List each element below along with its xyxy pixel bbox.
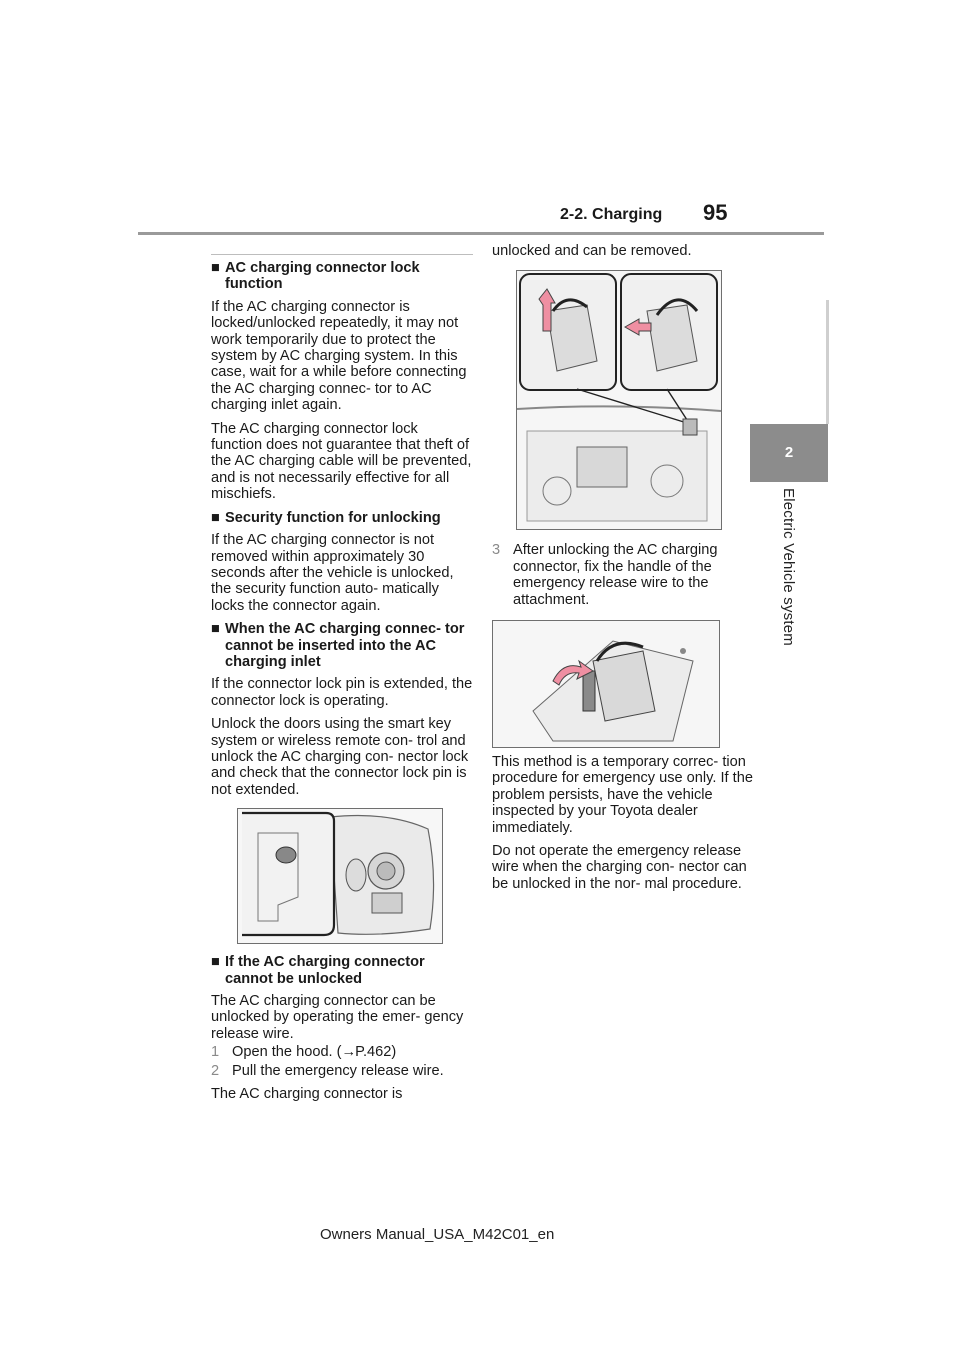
step-number: 1 — [211, 1044, 220, 1061]
heading-text: When the AC charging connec- tor cannot be inserted into the AC charging inlet — [225, 621, 465, 670]
bullet-square-icon: ■ — [211, 621, 220, 638]
chapter-label: Electric Vehicle system — [780, 488, 797, 646]
paragraph: unlocked and can be removed. — [492, 243, 692, 259]
figure-charging-inlet — [237, 808, 443, 944]
bullet-square-icon: ■ — [211, 954, 220, 971]
page-reference-link[interactable]: P.462) — [355, 1044, 397, 1061]
left-column — [211, 254, 473, 1109]
step-text: Open the hood. (→P.462) — [232, 1044, 397, 1061]
side-tab-line — [826, 300, 829, 424]
heading-lock-function — [211, 260, 473, 293]
chapter-number: 2 — [784, 444, 794, 461]
paragraph: Unlock the doors using the smart key system or wireless remote con- trol and unlock the AC charging con- nector lock and check that the connector lock pin is not extended. — [211, 716, 469, 798]
step-text: Pull the emergency release wire. — [232, 1062, 444, 1079]
bullet-square-icon: ■ — [211, 260, 220, 276]
paragraph: If the AC charging connector is locked/unlocked repeatedly, it may not work temporarily due to protect the system by AC charging system. In this case, wait for a while before connecting the AC charging connec- tor to AC charging inlet again. — [211, 298, 467, 414]
heading-cannot-unlock — [211, 954, 473, 987]
section-title: 2-2. Charging — [560, 206, 663, 223]
heading-cannot-insert — [211, 621, 473, 670]
fix-handle-illustration — [493, 621, 719, 747]
release-wire-illustration — [517, 271, 721, 529]
footer-manual-id: Owners Manual_USA_M42C01_en — [320, 1226, 555, 1243]
arrow-icon: → — [341, 1044, 356, 1061]
paragraph: If the connector lock pin is extended, the connector lock is operating. — [211, 676, 473, 709]
paragraph: The AC charging connector is — [211, 1086, 403, 1103]
paragraph: Do not operate the emergency release wire when the charging con- nector can be unlocked in the nor- mal procedure. — [492, 843, 747, 892]
step-1 — [211, 1044, 473, 1060]
step-3 — [492, 542, 754, 608]
page-number: 95 — [703, 200, 728, 225]
right-column — [492, 243, 754, 899]
paragraph: This method is a temporary correc- tion procedure for emergency use only. If the problem persists, have the vehicle inspected by your Toyota dealer immediately. — [492, 754, 753, 836]
step-number: 3 — [492, 542, 501, 559]
section-divider — [211, 254, 473, 255]
figure-release-wire — [516, 270, 722, 530]
step-number: 2 — [211, 1062, 220, 1079]
figure-fix-handle — [492, 620, 720, 748]
header-rule — [138, 232, 824, 235]
step-text: After unlocking the AC charging connector, fix the handle of the emergency release wire to the attachment. — [513, 542, 718, 608]
paragraph: If the AC charging connector is not removed within approximately 30 seconds after the vehicle is unlocked, the security function auto- matically locks the connector again. — [211, 532, 454, 614]
paragraph: The AC charging connector lock function does not guarantee that theft of the AC charging cable will be prevented, and is not necessarily effective for all mischiefs. — [211, 420, 472, 503]
step-2 — [211, 1063, 473, 1079]
paragraph: The AC charging connector can be unlocked by operating the emer- gency release wire. — [211, 993, 464, 1042]
heading-text: Security function for unlocking — [225, 509, 441, 526]
charging-inlet-illustration — [238, 809, 442, 943]
heading-security-function — [211, 510, 473, 526]
bullet-square-icon: ■ — [211, 509, 220, 526]
heading-text: If the AC charging connector cannot be unlocked — [225, 954, 425, 987]
heading-text: AC charging connector lock function — [225, 260, 420, 293]
